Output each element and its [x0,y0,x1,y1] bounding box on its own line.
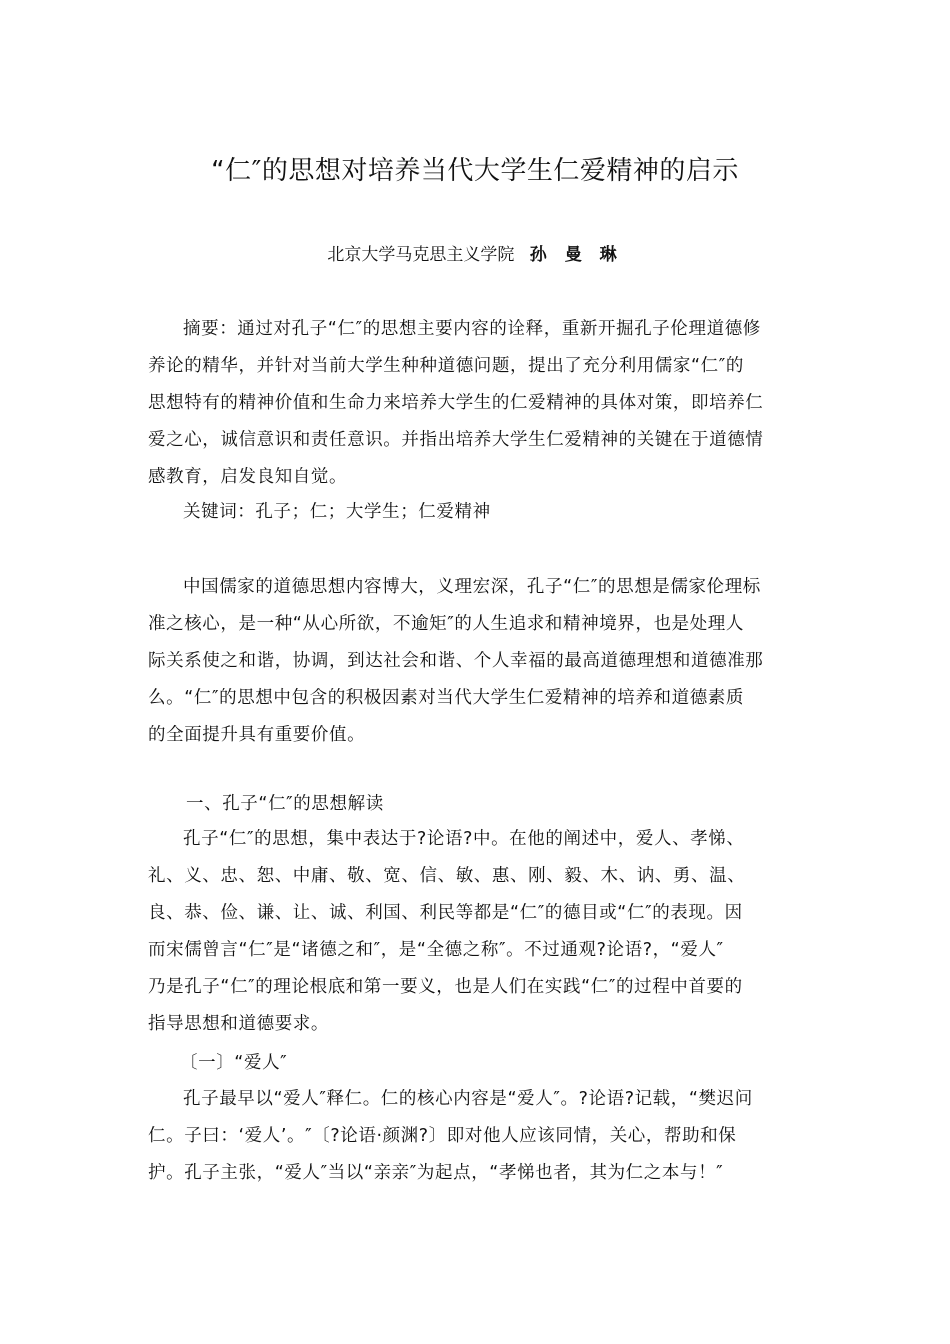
abstract-line: 感教育，启发良知自觉。 [148,467,348,487]
author-line [0,240,950,265]
section1-line: 礼、义、忠、恕、中庸、敬、宽、信、敏、惠、刚、毅、木、讷、勇、温、 [148,866,746,886]
intro-line: 准之核心，是一种“从心所欲，不逾矩″的人生追求和精神境界，也是处理人 [148,614,745,634]
section1-line: 而宋儒曾言“仁″是“诸德之和″，是“全德之称″。不过通观?论语?，“爱人″ [148,940,724,960]
abstract-paragraph [148,311,808,496]
keywords: 关键词：孔子；仁；大学生；仁爱精神 [183,502,491,522]
intro-line: 的全面提升具有重要价值。 [148,725,366,745]
section1-paragraph [148,821,808,1043]
abstract-line: 思想特有的精神价值和生命力来培养大学生的仁爱精神的具体对策，即培养仁 [148,393,764,413]
intro-line: 么。“仁″的思想中包含的积极因素对当代大学生仁爱精神的培养和道德素质 [148,688,745,708]
abstract-line: 爱之心，诚信意识和责任意识。并指出培养大学生仁爱精神的关键在于道德情 [148,430,764,450]
intro-paragraph [148,569,808,754]
intro-line: 中国儒家的道德思想内容博大，义理宏深，孔子“仁″的思想是儒家伦理标 [183,577,761,597]
author-affiliation: 北京大学马克思主义学院 [327,245,515,265]
subsection1-line: 仁。子曰：‘爱人’。″〔?论语·颜渊?〕即对他人应该同情，关心，帮助和保 [148,1126,737,1146]
section1-line: 孔子“仁″的思想，集中表达于?论语?中。在他的阐述中，爱人、孝悌、 [183,829,745,849]
subsection1-line: 孔子最早以“爱人″释仁。仁的核心内容是“爱人″。?论语?记载，“樊迟问 [183,1089,753,1109]
author-name: 孙 曼 琳 [529,245,623,265]
subsection1-paragraph [148,1081,808,1192]
section1-line: 乃是孔子“仁″的理论根底和第一要义，也是人们在实践“仁″的过程中首要的 [148,977,743,997]
section-heading: 一、孔子“仁″的思想解读 [186,794,384,814]
subsection-heading: 〔一〕“爱人″ [180,1053,288,1073]
section1-line: 指导思想和道德要求。 [148,1014,329,1034]
abstract-line: 摘要：通过对孔子“仁″的思想主要内容的诠释，重新开掘孔子伦理道德修 [183,319,761,339]
section1-line: 良、恭、俭、谦、让、诚、利国、利民等都是“仁″的德目或“仁″的表现。因 [148,903,743,923]
subsection1-line: 护。孔子主张，“爱人″当以“亲亲″为起点，“孝悌也者，其为仁之本与！″ [148,1163,724,1183]
document-title: “仁″的思想对培养当代大学生仁爱精神的启示 [211,156,739,186]
abstract-line: 养论的精华，并针对当前大学生种种道德问题，提出了充分利用儒家“仁″的 [148,356,745,376]
intro-line: 际关系使之和谐，协调，到达社会和谐、个人幸福的最高道德理想和道德准那 [148,651,764,671]
